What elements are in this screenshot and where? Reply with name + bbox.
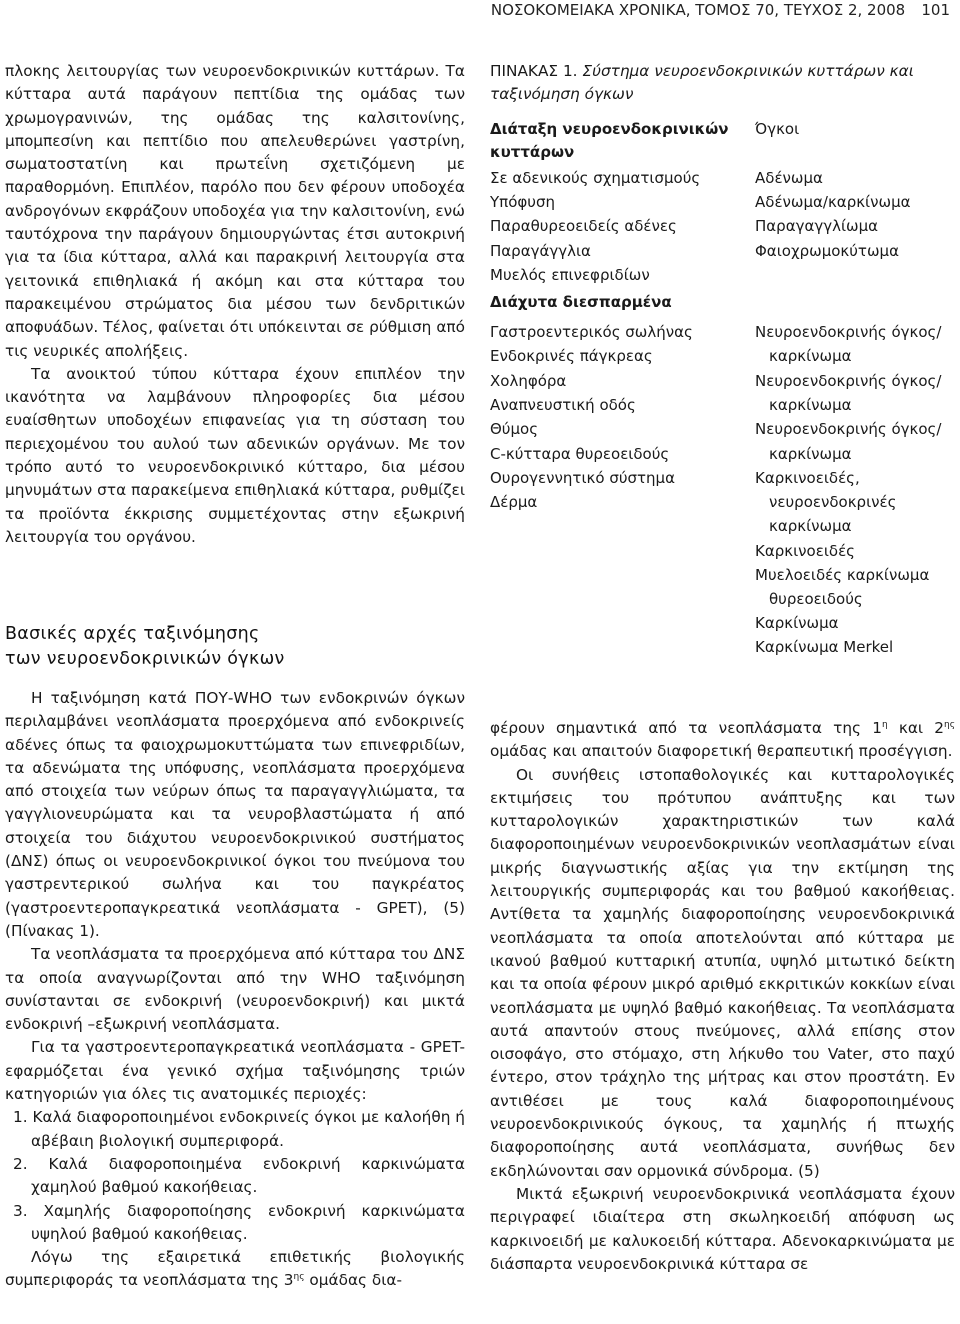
table-cell: καρκίνωμα — [769, 347, 852, 365]
list-item: 3. Χαμηλής διαφοροποίησης ενδοκρινή καρκινώματα υψηλού βαθμού κακοήθειας. — [13, 1201, 465, 1243]
table-cell: Καρκινοειδές — [755, 542, 855, 560]
table-cell: Σε αδενικούς σχηματισμούς — [490, 169, 701, 187]
text-run: ομάδας δια- — [304, 1271, 403, 1290]
table-cell: Δέρμα — [490, 493, 538, 511]
table-cell: Καρκίνωμα Merkel — [755, 638, 894, 656]
paragraph — [5, 1246, 465, 1293]
table-cell: Γαστροεντερικός σωλήνας — [490, 323, 693, 341]
table-cell: Αναπνευστική οδός — [490, 396, 636, 414]
table-cell: C-κύτταρα θυρεοειδούς — [490, 445, 670, 463]
table-cell: Παραγάγγλια — [490, 242, 591, 260]
table-cell: Θύμος — [490, 420, 539, 438]
table-cell: Καρκινοειδές, — [755, 469, 860, 487]
paragraph: Για τα γαστροεντεροπαγκρεατικά νεοπλάσματα - GPET- εφαρμόζεται ένα γενικό σχήμα ταξινόμησης τριών κατηγοριών για όλες τις ανατομικές περιοχές: — [5, 1038, 465, 1104]
text-run: ομάδας και απαιτούν διαφορετική θεραπευτική προσέγγιση. — [490, 742, 953, 761]
table-subheader: Διάχυτα διεσπαρμένα — [490, 293, 672, 311]
text-run: και 2 — [887, 719, 944, 737]
right-column-bottom — [490, 717, 955, 1276]
paragraph: Οι συνήθεις ιστοπαθολογικές και κυτταρολογικές εκτιμήσεις του πρότυπου ανάπτυξης και των κυτταρολογικών χαρακτηριστικών των καλά διαφοροποιημένων νευροενδοκρινικών νεοπλασμάτων είναι μικρής διαγνωστικής αξίας για την εκτίμηση της λειτουργικής συμπεριφοράς και του βαθμού κακοήθειας. Αντίθετα τα χαμηλής διαφοροποίησης νευροενδοκρινικά νεοπλάσματα τα οποία αποτελούνται από κύτταρα με ικανού βαθμού κυτταρική ατυπία, υψηλό μιτωτικό δείκτη και τα οποία φέρουν μικρό αριθμό εκκριτικών κοκκίων είναι νεοπλάσματα με υψηλό βαθμό κακοήθειας. Τα νεοπλάσματα αυτά απαντούν στους πνεύμονες, αλλά επίσης στον οισοφάγο, στο στόμαχο, στη λήκυθο του Vater, στο παχύ έντερο, στον τράχηλο της μήτρας και στον προστάτη. Εν αντιθέσει με τους καλά διαφοροποιημένους νευροενδοκρινικούς όγκους, τα χαμηλής ή πτωχής διαφοροποίησης αυτά νεοπλάσματα, συνήθως δεν εκδηλώνονται σαν ορμονικά σύνδρομα. (5) — [490, 765, 955, 1180]
text-run: Λόγω της εξαιρετικά επιθετικής βιολογικής συμπεριφοράς τα νεοπλάσματα της 3 — [5, 1248, 465, 1290]
table-header-cell: Όγκοι — [755, 120, 800, 138]
section-title-line: Βασικές αρχές ταξινόμησης — [5, 624, 260, 644]
table-cell: καρκίνωμα — [769, 445, 852, 463]
list-item: 1. Καλά διαφοροποιημένοι ενδοκρινείς όγκοι με καλοήθη ή αβέβαιη βιολογική συμπεριφορά. — [13, 1108, 465, 1150]
paragraph: Μικτά εξωκρινή νευροενδοκρινικά νεοπλάσματα έχουν περιγραφεί ιδιαίτερα στη σκωληκοειδή απόφυση ως καρκινοειδή με καλυκοειδή κύτταρα. Αδενοκαρκινώματα με διάσπαρτα νευροενδοκρινικά κύτταρα σε — [490, 1184, 955, 1273]
table-cell: Αδένωμα — [755, 169, 823, 187]
table-cell: νευροενδοκρινές — [769, 493, 897, 511]
table-cell: Νευροενδοκρινής όγκος/ — [755, 372, 942, 390]
table-cell: Χοληφόρα — [490, 372, 567, 390]
left-column-bottom — [5, 687, 465, 1293]
table-cell: Καρκίνωμα — [755, 614, 839, 632]
table-header-left — [490, 118, 740, 165]
list-item: 2. Καλά διαφοροποιημένα ενδοκρινή καρκινώματα χαμηλού βαθμού κακοήθειας. — [13, 1154, 465, 1197]
table-cell: Μυελοειδές καρκίνωμα — [755, 566, 930, 584]
table-cell: Ουρογεννητικό σύστημα — [490, 469, 675, 487]
table-header-right — [755, 118, 960, 141]
table-label: ΠΙΝΑΚΑΣ 1. — [490, 62, 578, 80]
table-cell: Φαιοχρωμοκύτωμα — [755, 242, 899, 260]
journal-title: ΝΟΣΟΚΟΜΕΙΑΚΑ ΧΡΟΝΙΚΑ, ΤΟΜΟΣ 70, ΤΕΥΧΟΣ 2, 2008 — [490, 1, 906, 19]
superscript: η — [881, 719, 888, 730]
table-header-cell: κυττάρων — [490, 143, 575, 162]
superscript: ης — [944, 719, 955, 730]
table-cell: Ενδοκρινές πάγκρεας — [490, 347, 653, 365]
table-cell: Υπόφυση — [490, 193, 555, 211]
table-cell: Νευροενδοκρινής όγκος/ — [755, 323, 942, 341]
left-column-top — [5, 60, 465, 549]
paragraph: Τα ανοικτού τύπου κύτταρα έχουν επιπλέον την ικανότητα να λαμβάνουν πληροφορίες δια μέσου ευαίσθητων υποδοχέων επιφανείας για τη σύσταση του περιεχομένου του αυλού των αδενικών οργάνων. Με τον τρόπο αυτό το νευροενδοκρινικό κύτταρο, δια μέσου μηνυμάτων στα παρακείμενα επιθηλιακά κύτταρα, ρυθμίζει τα προϊόντα έκκρισης συμμετέχοντας στην εξωκρινή λειτουργία του οργάνου. — [5, 364, 465, 546]
table-cell: Παραθυρεοειδείς αδένες — [490, 217, 677, 235]
table-header-cell: Διάταξη νευροενδοκρινικών — [490, 120, 729, 138]
table-cell: Αδένωμα/καρκίνωμα — [755, 193, 911, 211]
paragraph: πλοκης λειτουργίας των νευροενδοκρινικών κυττάρων. Τα κύτταρα αυτά παράγουν πεπτίδια της ομάδας των χρωμογρανινών, της ομάδας της καλσιτονίνης, μπομπεσίνη και πεπτίδιο που απελευθερώνει γαστρίνη, σωματοστατίνη και πρωτεΐνη σχετιζόμενη με παραθορμόνη. Επιπλέον, παρόλο που δεν φέρουν υποδοχέα ανδρογόνων εκφράζουν υποδοχέα για την καλσιτονίνη, ενώ ταυτόχρονα την παράγουν δημιουργώντας έτσι αυτοκρινή για τα ίδια κύτταρα, αλλά και παρακρινή λειτουργία στα γειτονικά επιθηλιακά ή ακόμη και στα κύτταρα του παρακειμένου στρώματος δια μέσου των δενδριτικών αποφυάδων. Τέλος, φαίνεται ότι υπόκεινται σε ρύθμιση από τις νευρικές απολήξεις. — [5, 62, 465, 360]
running-header — [0, 0, 950, 20]
paragraph: Τα νεοπλάσματα τα προερχόμενα από κύτταρα του ΔΝΣ τα οποία αναγνωρίζονται από την WHO ταξινόμηση συνίστανται σε ενδοκρινή (νευροενδοκρινή) και μικτά ενδοκρινή –εξωκρινή νεοπλάσματα. — [5, 945, 465, 1034]
table-cell: καρκίνωμα — [769, 396, 852, 414]
section-title-line: των νευροενδοκρινικών όγκων — [5, 649, 285, 669]
table-cell: θυρεοειδούς — [769, 590, 863, 608]
table-caption — [490, 60, 955, 106]
table-cell: Νευροενδοκρινής όγκος/ — [755, 420, 942, 438]
text-run: φέρουν σημαντικά από τα νεοπλάσματα της 1 — [490, 719, 882, 737]
table-cell: Μυελός επινεφριδίων — [490, 266, 650, 284]
section-title — [5, 622, 465, 672]
paragraph: Η ταξινόμηση κατά ΠΟΥ-WHO των ενδοκρινών όγκων περιλαμβάνει νεοπλάσματα προερχόμενα από ενδοκρινείς αδένες όπως τα φαιοχρωμοκυττώματα των επινεφριδίων, τα αδενώματα της υπόφυσης, νεοπλάσματα προερχόμενα από στοιχεία των νεύρων όπως τα παραγαγγλιώματα, τα γαγγλιονευρώματα και τα νευροβλαστώματα ή από στοιχεία του διάχυτου νευροενδοκρινικού συστήματος (ΔΝΣ) όπως οι νευροενδοκρινικοί όγκοι του πνεύμονα του γαστρεντερικού σωλήνα και του παγκρέατος (γαστροεντεροπαγκρεατικά νεοπλάσματα - GPET), (5) (Πίνακας 1). — [5, 689, 465, 940]
table-title: Σύστημα νευροενδοκρινικών κυττάρων και ταξινόμηση όγκων — [490, 62, 914, 103]
superscript: ης — [293, 1272, 305, 1283]
table-cell: Παραγαγγλίωμα — [755, 217, 879, 235]
paragraph — [490, 717, 955, 764]
table-cell: καρκίνωμα — [769, 517, 852, 535]
page-number: 101 — [921, 1, 950, 19]
